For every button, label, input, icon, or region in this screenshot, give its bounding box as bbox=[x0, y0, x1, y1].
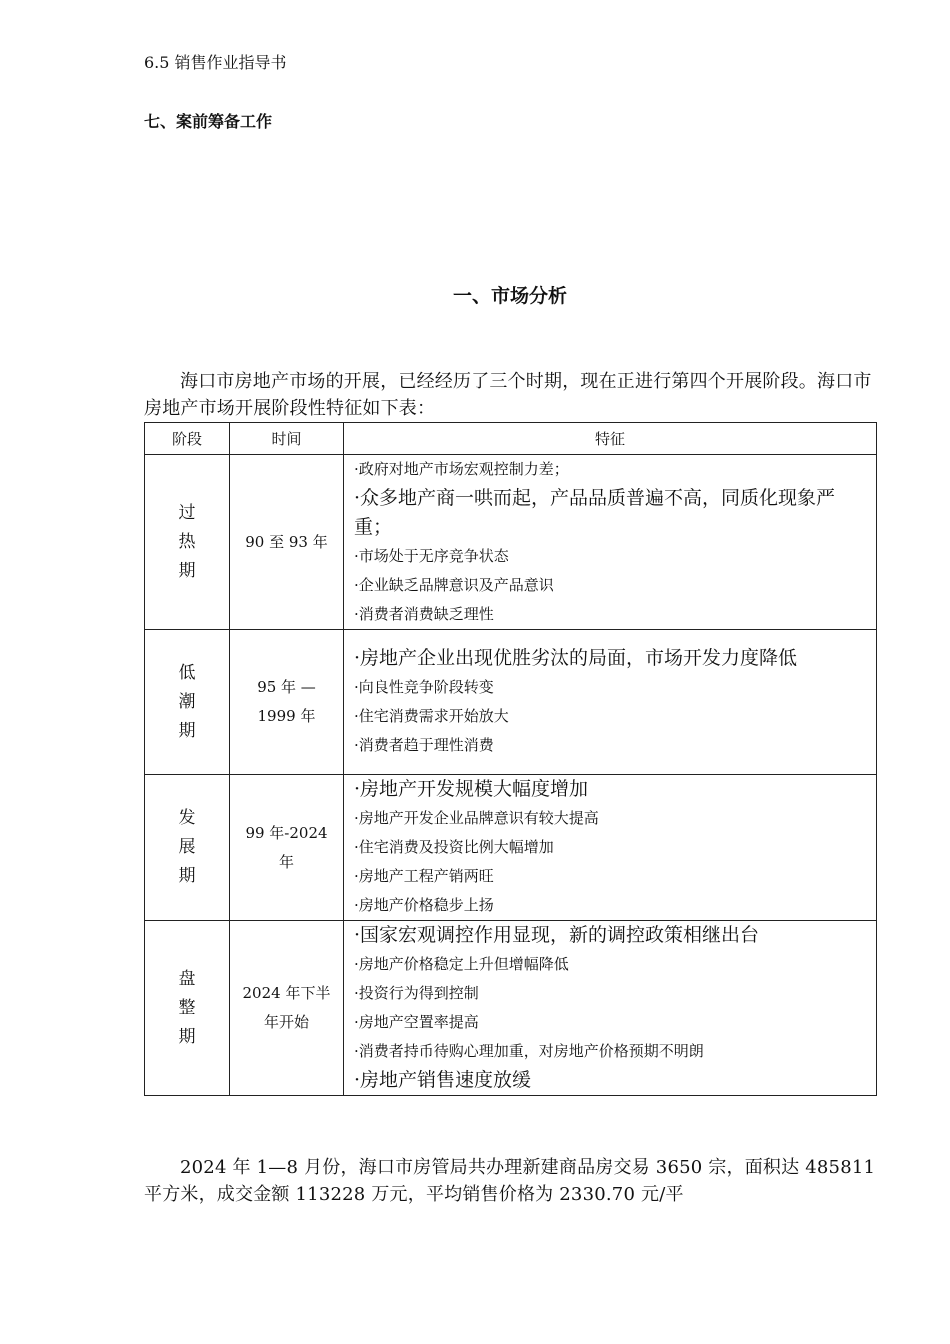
feature-item: ·消费者趋于理性消费 bbox=[354, 736, 494, 754]
table-row bbox=[145, 455, 877, 630]
time-cell bbox=[230, 455, 344, 630]
time-cell bbox=[230, 921, 344, 1096]
features-cell bbox=[344, 775, 877, 921]
stage-name: 低潮期 bbox=[178, 662, 196, 741]
stage-cell bbox=[145, 455, 230, 630]
toc-heading: 七、案前筹备工作 bbox=[144, 112, 273, 131]
features-cell bbox=[344, 630, 877, 775]
stage-cell bbox=[145, 775, 230, 921]
feature-item: ·消费者消费缺乏理性 bbox=[354, 605, 494, 623]
feature-item: ·企业缺乏品牌意识及产品意识 bbox=[354, 576, 554, 594]
stage-name: 过热期 bbox=[178, 502, 196, 581]
feature-item: ·住宅消费及投资比例大幅增加 bbox=[354, 838, 554, 856]
feature-item: ·住宅消费需求开始放大 bbox=[354, 707, 509, 725]
section-title: 一、市场分析 bbox=[452, 285, 567, 307]
features-cell bbox=[344, 455, 877, 630]
feature-item: ·房地产工程产销两旺 bbox=[354, 867, 494, 885]
header-stage: 阶段 bbox=[145, 423, 230, 455]
feature-item: ·向良性竞争阶段转变 bbox=[354, 678, 494, 696]
feature-item: ·投资行为得到控制 bbox=[354, 984, 479, 1002]
table-row bbox=[145, 775, 877, 921]
header-time: 时间 bbox=[230, 423, 344, 455]
toc-item: 6.5 销售作业指导书 bbox=[144, 53, 287, 72]
feature-item: ·国家宏观调控作用显现，新的调控政策相继出台 bbox=[354, 924, 760, 946]
time-cell bbox=[230, 630, 344, 775]
time-cell bbox=[230, 775, 344, 921]
time-text: 95 年 — 1999 年 bbox=[257, 678, 316, 725]
stage-cell bbox=[145, 921, 230, 1096]
feature-item: ·政府对地产市场宏观控制力差； bbox=[354, 460, 569, 478]
stage-name: 盘整期 bbox=[178, 968, 196, 1047]
feature-item: ·市场处于无序竞争状态 bbox=[354, 547, 509, 565]
intro-paragraph: 海口市房地产市场的开展，已经经历了三个时期，现在正进行第四个开展阶段。海口市房地产市场开展阶段性特征如下表： bbox=[144, 371, 872, 419]
feature-item: ·房地产开发企业品牌意识有较大提高 bbox=[354, 809, 599, 827]
feature-item: ·房地产开发规模大幅度增加 bbox=[354, 778, 589, 800]
stage-name: 发展期 bbox=[178, 808, 196, 886]
table-row bbox=[145, 921, 877, 1096]
header-features: 特征 bbox=[344, 423, 877, 455]
table-row bbox=[145, 630, 877, 775]
feature-item: ·房地产价格稳步上扬 bbox=[354, 896, 494, 914]
feature-item: ·房地产销售速度放缓 bbox=[354, 1069, 532, 1091]
feature-item: ·房地产企业出现优胜劣汰的局面，市场开发力度降低 bbox=[354, 647, 798, 669]
table-header-row bbox=[145, 423, 877, 455]
feature-item: ·房地产价格稳定上升但增幅降低 bbox=[354, 955, 569, 973]
feature-item: ·消费者持币待购心理加重，对房地产价格预期不明朗 bbox=[354, 1042, 704, 1060]
stage-cell bbox=[145, 630, 230, 775]
features-cell bbox=[344, 921, 877, 1096]
closing-paragraph: 2024 年 1—8 月份，海口市房管局共办理新建商品房交易 3650 宗，面积达 485811 平方米，成交金额 113228 万元，平均销售价格为 2330.70 元/平 bbox=[144, 1157, 876, 1205]
time-text: 99 年-2024 年 bbox=[245, 823, 328, 871]
table-body bbox=[145, 455, 877, 1096]
market-stages-table bbox=[144, 422, 877, 1096]
time-text: 2024 年下半年开始 bbox=[242, 984, 331, 1031]
time-text: 90 至 93 年 bbox=[245, 532, 328, 551]
feature-item: ·众多地产商一哄而起，产品品质普遍不高，同质化现象严重； bbox=[354, 487, 836, 538]
feature-item: ·房地产空置率提高 bbox=[354, 1013, 479, 1031]
